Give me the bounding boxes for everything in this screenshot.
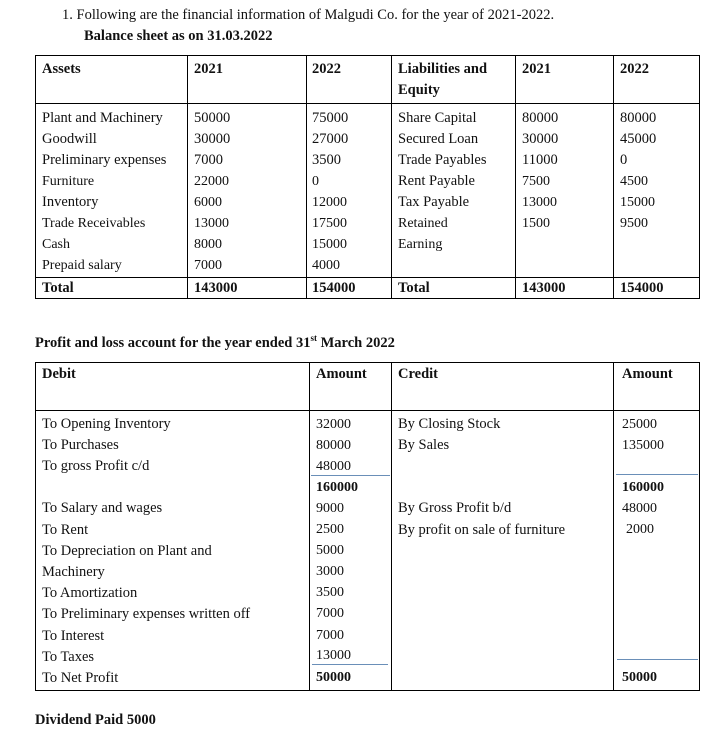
- debit-item: Machinery: [42, 564, 105, 580]
- header-assets: Assets: [42, 61, 81, 77]
- header-credit: Credit: [398, 366, 439, 382]
- header-amount: Amount: [316, 366, 367, 382]
- total-label: Total: [42, 280, 74, 296]
- pl-title-text: Profit and loss account for the year ended 31: [35, 334, 311, 351]
- asset-2021: 7000: [194, 258, 222, 273]
- credit-item: By Gross Profit b/d: [398, 500, 512, 516]
- asset-2022: 3500: [312, 152, 341, 168]
- header-debit: Debit: [42, 366, 76, 382]
- debit-item: To Preliminary expenses written off: [42, 606, 251, 622]
- debit-item: To Purchases: [42, 437, 119, 453]
- header-l2022: 2022: [620, 61, 649, 77]
- pl-title-sup: st: [310, 333, 317, 343]
- liability-2021: 7500: [522, 174, 550, 189]
- debit-amount: 80000: [316, 438, 351, 453]
- debit-item: To Depreciation on Plant and: [42, 543, 212, 559]
- debit-amount: 32000: [316, 417, 351, 432]
- asset-2021: 13000: [194, 216, 229, 231]
- liability-2021: 1500: [522, 216, 550, 231]
- balance-sheet-title: Balance sheet as on 31.03.2022: [84, 28, 273, 44]
- asset-name: Goodwill: [42, 131, 97, 147]
- debit-amount: 3000: [316, 564, 344, 579]
- debit-amount: 7000: [316, 628, 344, 643]
- asset-2021: 8000: [194, 237, 222, 252]
- asset-name: Furniture: [42, 174, 95, 189]
- liability-name: Earning: [398, 237, 443, 252]
- debit-item: To Interest: [42, 628, 105, 644]
- debit-amount-total: 160000: [316, 480, 358, 495]
- debit-amount: 13000: [316, 648, 351, 663]
- credit-item: By Sales: [398, 437, 450, 453]
- debit-amount: 2500: [316, 522, 344, 537]
- asset-2021: 22000: [194, 174, 229, 189]
- question-text: 1. Following are the financial information of Malgudi Co. for the year of 2021-2022.: [62, 7, 555, 23]
- header-2021: 2021: [194, 61, 223, 77]
- debit-amount: 7000: [316, 606, 344, 621]
- header-2022: 2022: [312, 61, 341, 77]
- credit-amount: 135000: [622, 438, 664, 453]
- asset-name: Inventory: [42, 194, 99, 210]
- debit-amount: 5000: [316, 543, 344, 558]
- liability-name: Secured Loan: [398, 131, 479, 147]
- header-equity: Equity: [398, 82, 440, 98]
- liability-name: Trade Payables: [398, 152, 487, 168]
- credit-amount: 48000: [622, 501, 657, 516]
- asset-2022: 4000: [312, 258, 340, 273]
- debit-item: To Opening Inventory: [42, 416, 171, 432]
- total-liab-2022: 154000: [620, 280, 664, 296]
- asset-name: Preliminary expenses: [42, 152, 167, 168]
- liability-name: Share Capital: [398, 110, 477, 126]
- debit-item: To Salary and wages: [42, 500, 163, 516]
- asset-2022: 17500: [312, 216, 347, 231]
- liability-name: Retained: [398, 216, 448, 231]
- credit-amount: 2000: [626, 522, 654, 537]
- liability-2021: 11000: [522, 152, 558, 168]
- pl-title-post: March 2022: [317, 334, 395, 351]
- asset-name: Prepaid salary: [42, 258, 122, 273]
- asset-2021: 50000: [194, 110, 231, 126]
- debit-amount-net: 50000: [316, 670, 351, 685]
- credit-amount: 25000: [622, 417, 657, 432]
- total-liab-label: Total: [398, 280, 430, 296]
- liability-2022: 45000: [620, 131, 657, 147]
- dividend-note: Dividend Paid 5000: [35, 712, 156, 728]
- asset-name: Cash: [42, 237, 70, 252]
- asset-2022: 12000: [312, 195, 347, 210]
- credit-amount-total: 160000: [622, 480, 664, 495]
- credit-item: By profit on sale of furniture: [398, 522, 566, 538]
- asset-2021: 30000: [194, 131, 231, 147]
- asset-name: Trade Receivables: [42, 216, 146, 231]
- debit-item: To gross Profit c/d: [42, 458, 150, 474]
- credit-item: By Closing Stock: [398, 416, 501, 432]
- debit-amount: 48000: [316, 459, 351, 474]
- liability-2021: 13000: [522, 195, 557, 210]
- liability-2021: 30000: [522, 131, 559, 147]
- header-l2021: 2021: [522, 61, 551, 77]
- asset-2022: 27000: [312, 131, 349, 147]
- liability-2022: 4500: [620, 174, 648, 189]
- debit-item: To Taxes: [42, 649, 95, 665]
- liability-2022: 15000: [620, 195, 655, 210]
- debit-amount: 3500: [316, 585, 344, 600]
- debit-amount: 9000: [316, 501, 344, 516]
- header-liabilities: Liabilities and: [398, 61, 488, 77]
- liability-2022: 9500: [620, 216, 648, 231]
- asset-2022: 0: [312, 174, 319, 189]
- asset-2021: 6000: [194, 195, 222, 210]
- asset-2022: 75000: [312, 110, 349, 126]
- pl-title: [35, 333, 395, 352]
- credit-amount-net: 50000: [622, 670, 657, 685]
- total-liab-2021: 143000: [522, 280, 566, 296]
- asset-2022: 15000: [312, 237, 347, 252]
- header-amount-credit: Amount: [622, 366, 673, 382]
- debit-item: To Net Profit: [42, 670, 119, 686]
- liability-name: Tax Payable: [398, 194, 470, 210]
- liability-2022: 0: [620, 152, 628, 168]
- asset-name: Plant and Machinery: [42, 110, 163, 126]
- liability-name: Rent Payable: [398, 173, 475, 189]
- liability-2021: 80000: [522, 110, 559, 126]
- debit-item: To Amortization: [42, 585, 138, 601]
- total-assets-2021: 143000: [194, 280, 238, 296]
- liability-2022: 80000: [620, 110, 657, 126]
- asset-2021: 7000: [194, 152, 223, 168]
- total-assets-2022: 154000: [312, 280, 356, 296]
- debit-item: To Rent: [42, 522, 89, 538]
